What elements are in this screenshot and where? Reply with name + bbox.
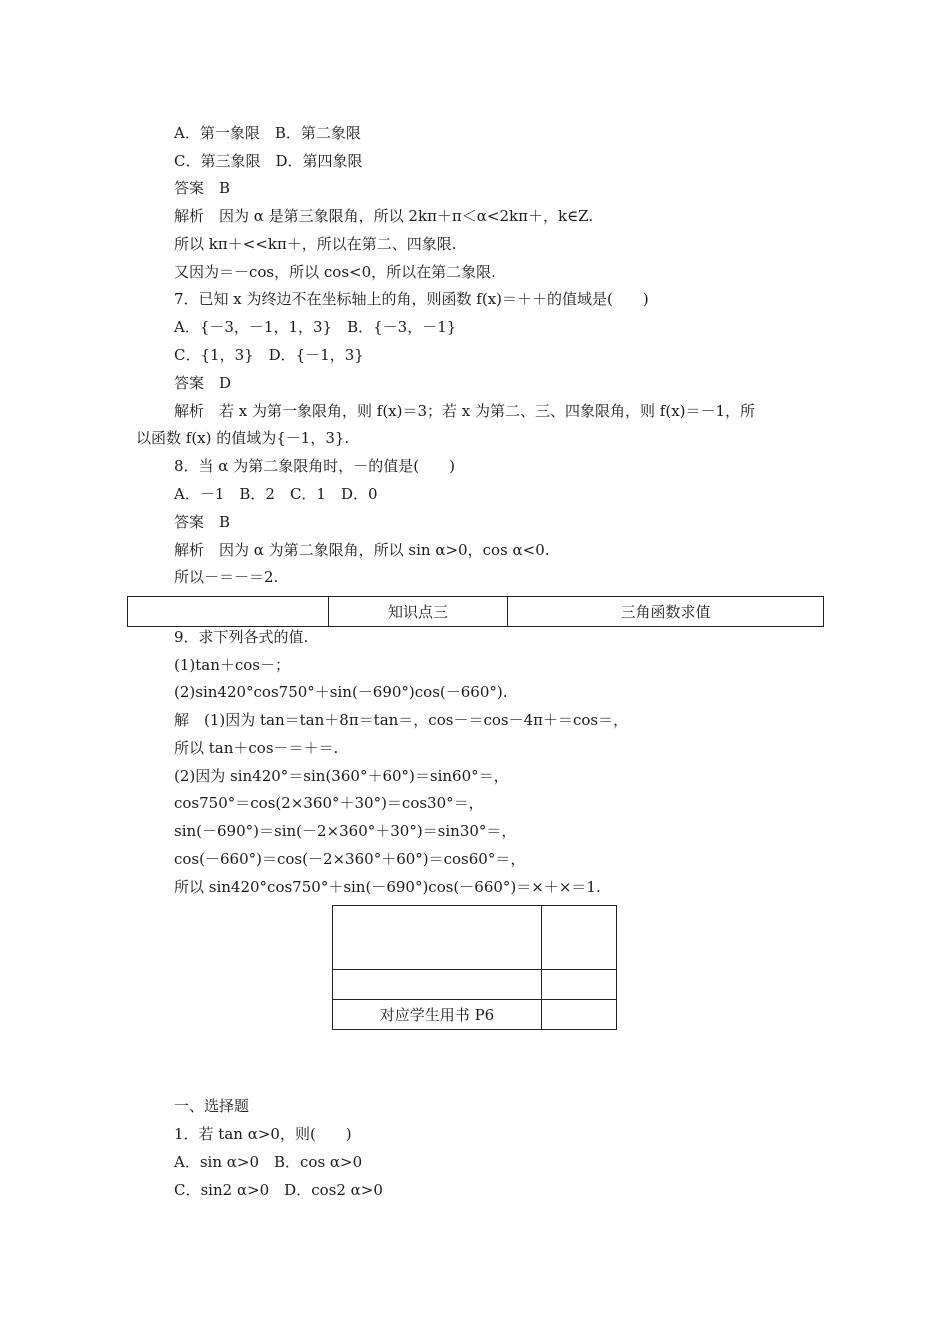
text-line: A．第一象限 B．第二象限 [174, 124, 361, 142]
section-bar-blank [128, 597, 329, 627]
text-line: 答案 B [174, 513, 231, 531]
question-9: 9．求下列各式的值. [174, 628, 309, 646]
text-line: 所以 sin420°cos750°＋sin(－690°)cos(－660°)＝×＋×＝1. [174, 878, 601, 896]
text-line: 以函数 f(x) 的值域为{－1，3}. [136, 429, 350, 447]
question-1: 1．若 tan α>0，则( ) [174, 1125, 352, 1143]
text-line: 解析 因为 α 为第二象限角，所以 sin α>0，cos α<0. [174, 541, 550, 559]
text-line: A．－1 B．2 C．1 D．0 [174, 485, 378, 503]
text-line: 答案 D [174, 374, 232, 392]
section-bar-title: 三角函数求值 [508, 597, 824, 627]
text-line: cos(－660°)＝cos(－2×360°＋60°)＝cos60°＝， [174, 850, 526, 868]
reference-box-cell [542, 906, 617, 970]
question-8: 8．当 α 为第二象限角时，－的值是( ) [174, 457, 455, 475]
text-line: (2)因为 sin420°＝sin(360°＋60°)＝sin60°＝， [174, 767, 509, 785]
section-bar-label: 知识点三 [329, 597, 508, 627]
text-line: 答案 B [174, 179, 231, 197]
reference-box-cell [333, 906, 542, 970]
text-line: sin(－690°)＝sin(－2×360°＋30°)＝sin30°＝， [174, 822, 517, 840]
text-line: 又因为＝－cos，所以 cos<0，所以在第二象限. [174, 263, 496, 281]
text-line: 解 (1)因为 tan＝tan＋8π＝tan＝，cos－＝cos－4π＋＝cos＝， [174, 711, 629, 729]
text-line: 所以 kπ＋<<kπ＋，所以在第二、四象限. [174, 235, 457, 253]
text-line: C．{1，3} D．{－1，3} [174, 346, 364, 364]
reference-box-cell [333, 970, 542, 1000]
text-line: C．sin2 α>0 D．cos2 α>0 [174, 1181, 383, 1199]
reference-box-label: 对应学生用书 P6 [333, 1000, 542, 1030]
text-line: 解析 若 x 为第一象限角，则 f(x)＝3；若 x 为第二、三、四象限角，则 f(x)＝－1，所 [174, 402, 756, 420]
question-7: 7．已知 x 为终边不在坐标轴上的角，则函数 f(x)＝＋＋的值域是( ) [174, 290, 649, 308]
text-line: A．{－3，－1，1，3} B．{－3，－1} [174, 318, 457, 336]
section-bar [127, 596, 824, 627]
section-heading: 一、选择题 [174, 1097, 250, 1115]
reference-box [332, 905, 617, 1030]
text-line: 解析 因为 α 是第三象限角，所以 2kπ＋π＜α<2kπ＋，k∈Z. [174, 207, 594, 225]
text-line: cos750°＝cos(2×360°＋30°)＝cos30°＝， [174, 794, 484, 812]
text-line: 所以－＝－＝2. [174, 568, 279, 586]
text-line: 所以 tan＋cos－＝＋＝. [174, 739, 339, 757]
text-line: A．sin α>0 B．cos α>0 [174, 1153, 363, 1171]
text-line: (2)sin420°cos750°＋sin(－690°)cos(－660°). [174, 683, 508, 701]
text-line: (1)tan＋cos－； [174, 656, 291, 674]
reference-box-cell [542, 1000, 617, 1030]
reference-box-cell [542, 970, 617, 1000]
text-line: C．第三象限 D．第四象限 [174, 152, 363, 170]
